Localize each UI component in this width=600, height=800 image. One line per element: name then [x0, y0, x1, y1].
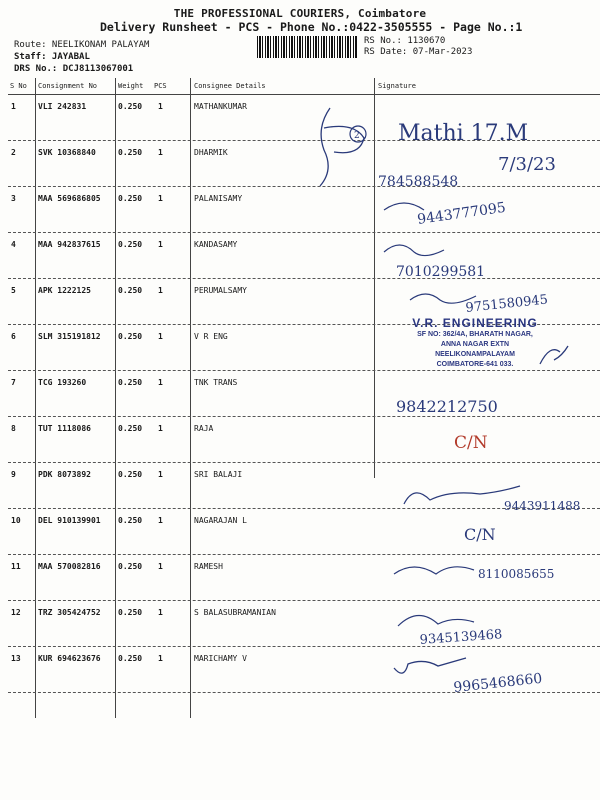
row-consignment-no: TUT 1118086 — [38, 424, 91, 433]
table-header — [8, 78, 600, 95]
row-consignee: PERUMALSAMY — [194, 286, 247, 295]
row-consignee: KANDASAMY — [194, 240, 238, 249]
circled-number: 2 — [354, 131, 360, 141]
row-weight: 0.250 — [118, 332, 143, 341]
row-weight: 0.250 — [118, 424, 143, 433]
row-consignment-no: MAA 942837615 — [38, 240, 101, 249]
row-weight: 0.250 — [118, 240, 143, 249]
row-sno: 12 — [11, 608, 21, 617]
staff-label: Staff: JAYABAL — [14, 52, 90, 62]
row-sno: 4 — [11, 240, 16, 249]
col-signature: Signature — [378, 82, 416, 90]
row-consignee: NAGARAJAN L — [194, 516, 247, 525]
row-consignment-no: TRZ 305424752 — [38, 608, 101, 617]
stamp-line: SF NO: 362/4A, BHARATH NAGAR, — [417, 331, 533, 338]
row-sno: 1 — [11, 102, 16, 111]
row-weight: 0.250 — [118, 286, 143, 295]
table-row — [8, 646, 600, 693]
row-weight: 0.250 — [118, 608, 143, 617]
row-pcs: 1 — [158, 608, 163, 617]
row-consignee: V R ENG — [194, 332, 228, 341]
table-row — [8, 416, 600, 463]
phone-4: 7010299581 — [396, 264, 486, 280]
row-sno: 2 — [11, 148, 16, 157]
row-consignee: SRI BALAJI — [194, 470, 243, 479]
table-row — [8, 462, 600, 509]
col-sno: S No — [10, 82, 27, 90]
row-pcs: 1 — [158, 378, 163, 387]
table-row — [8, 508, 600, 555]
phone-11: 8110085655 — [478, 567, 555, 581]
cn-mark-8: C/N — [454, 433, 488, 453]
phone-13: 9965468660 — [452, 670, 544, 696]
phone-3: 9443777095 — [416, 199, 507, 228]
table-row — [8, 370, 600, 417]
row-pcs: 1 — [158, 240, 163, 249]
row-consignment-no: APK 1222125 — [38, 286, 91, 295]
rs-number: RS No.: 1130670 — [364, 36, 446, 46]
col-consignee: Consignee Details — [194, 82, 266, 90]
row-pcs: 1 — [158, 424, 163, 433]
phone-9: 9443911488 — [504, 499, 581, 513]
table-row — [8, 554, 600, 601]
stamp-line: NEELIKONAMPALAYAM — [435, 351, 515, 358]
runsheet-table — [8, 78, 600, 718]
row-consignment-no: PDK 8073892 — [38, 470, 91, 479]
phone-12: 9345139468 — [419, 627, 503, 648]
row-sno: 5 — [11, 286, 16, 295]
row-weight: 0.250 — [118, 516, 143, 525]
phone-7: 9842212750 — [396, 397, 498, 416]
row-weight: 0.250 — [118, 102, 143, 111]
table-row — [8, 186, 600, 233]
row-consignee: MATHANKUMAR — [194, 102, 247, 111]
company-stamp — [380, 316, 570, 370]
row-consignment-no: TCG 193260 — [38, 378, 87, 387]
row-pcs: 1 — [158, 654, 163, 663]
row-consignee: PALANISAMY — [194, 194, 243, 203]
table-row — [8, 232, 600, 279]
drs-number: DRS No.: DCJ8113067001 — [14, 64, 134, 74]
phone-5: 9751580945 — [464, 292, 549, 316]
row-pcs: 1 — [158, 516, 163, 525]
row-sno: 9 — [11, 470, 16, 479]
row-sno: 13 — [11, 654, 21, 663]
row-pcs: 1 — [158, 102, 163, 111]
row-sno: 8 — [11, 424, 16, 433]
row-consignee: TNK TRANS — [194, 378, 238, 387]
table-row — [8, 600, 600, 647]
col-consignment: Consignment No — [38, 82, 98, 90]
barcode — [257, 36, 357, 58]
signature-1: Mathi 17.M — [398, 121, 529, 146]
row-sno: 6 — [11, 332, 16, 341]
row-weight: 0.250 — [118, 654, 143, 663]
row-weight: 0.250 — [118, 562, 143, 571]
row-sno: 11 — [11, 562, 21, 571]
row-consignment-no: VLI 242831 — [38, 102, 87, 111]
row-weight: 0.250 — [118, 378, 143, 387]
row-pcs: 1 — [158, 332, 163, 341]
row-consignee: MARICHAMY V — [194, 654, 247, 663]
handwritten-date: 7/3/23 — [498, 154, 556, 175]
row-consignment-no: MAA 570082816 — [38, 562, 101, 571]
row-pcs: 1 — [158, 470, 163, 479]
table-row — [8, 140, 600, 187]
company-title: THE PROFESSIONAL COURIERS, Coimbatore — [173, 7, 427, 20]
row-pcs: 1 — [158, 148, 163, 157]
phone-2: 784588548 — [378, 174, 459, 190]
table-row — [8, 94, 600, 141]
row-consignee: DHARMIK — [194, 148, 228, 157]
row-consignee: S BALASUBRAMANIAN — [194, 608, 276, 617]
row-sno: 10 — [11, 516, 21, 525]
row-weight: 0.250 — [118, 470, 143, 479]
row-consignment-no: KUR 694623676 — [38, 654, 101, 663]
cn-mark-10: C/N — [464, 525, 496, 544]
row-pcs: 1 — [158, 194, 163, 203]
route-label: Route: NEELIKONAM PALAYAM — [14, 40, 150, 50]
stamp-line: ANNA NAGAR EXTN — [440, 341, 510, 348]
row-consignment-no: MAA 569686805 — [38, 194, 101, 203]
rs-date: RS Date: 07-Mar-2023 — [364, 47, 473, 57]
row-consignee: RAJA — [194, 424, 214, 433]
row-consignment-no: SLM 315191812 — [38, 332, 101, 341]
runsheet-subtitle: Delivery Runsheet - PCS - Phone No.:0422-3505555 - Page No.:1 — [100, 20, 523, 34]
row-consignment-no: SVK 10368840 — [38, 148, 96, 157]
row-weight: 0.250 — [118, 194, 143, 203]
row-pcs: 1 — [158, 286, 163, 295]
row-weight: 0.250 — [118, 148, 143, 157]
row-pcs: 1 — [158, 562, 163, 571]
row-sno: 7 — [11, 378, 16, 387]
row-consignee: RAMESH — [194, 562, 223, 571]
stamp-line: COIMBATORE-641 033. — [436, 361, 514, 368]
col-weight: Weight — [118, 82, 144, 90]
row-consignment-no: DEL 910139901 — [38, 516, 101, 525]
stamp-name: V.R. ENGINEERING — [412, 316, 538, 330]
col-pcs: PCS — [154, 82, 167, 90]
row-sno: 3 — [11, 194, 16, 203]
